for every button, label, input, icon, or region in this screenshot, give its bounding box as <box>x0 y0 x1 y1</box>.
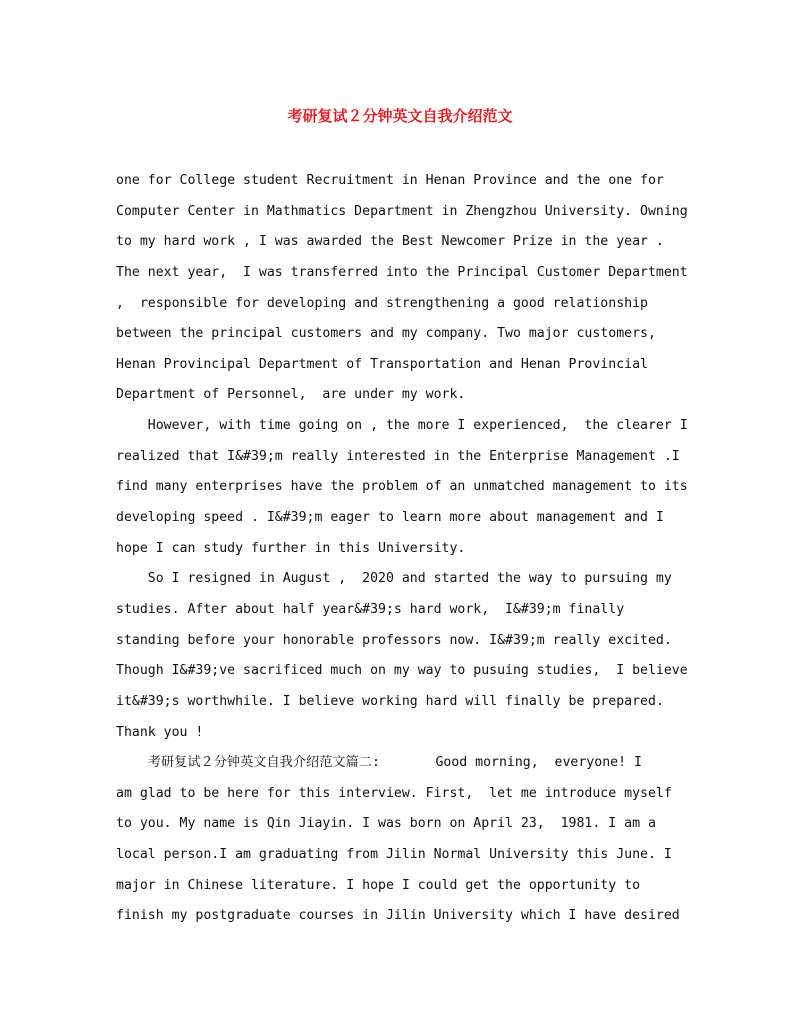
text-line: However, with time going on , the more I experienced, the clearer I <box>116 418 688 434</box>
text-line: , responsible for developing and strengthening a good relationship <box>116 295 648 311</box>
document-body <box>116 166 688 932</box>
text-line: one for College student Recruitment in Henan Province and the one for <box>116 173 664 188</box>
text-line: finish my postgraduate courses in Jilin University which I have desired <box>116 908 680 924</box>
text-line: to you. My name is Qin Jiayin. I was born on April 23, 1981. I am a <box>116 816 656 832</box>
text-line: hope I can study further in this University. <box>116 540 466 556</box>
text-line: Though I&#39;ve sacrificed much on my way to pusuing studies, I believe <box>116 663 688 679</box>
text-line: So I resigned in August , 2020 and started the way to pursuing my <box>116 571 672 587</box>
text-line: between the principal customers and my company. Two major customers, <box>116 326 656 342</box>
text-line: it&#39;s worthwhile. I believe working hard will finally be prepared. <box>116 693 664 709</box>
text-line: local person.I am graduating from Jilin Normal University this June. I <box>116 847 672 863</box>
text-line: major in Chinese literature. I hope I could get the opportunity to <box>116 877 641 893</box>
text-line: studies. After about half year&#39;s hard work, I&#39;m finally <box>116 601 625 617</box>
text-line: The next year, I was transferred into the Principal Customer Department <box>116 264 688 280</box>
text-line: standing before your honorable professors now. I&#39;m really excited. <box>116 632 672 648</box>
text-line: Thank you ! <box>116 724 204 740</box>
text-line: Computer Center in Mathmatics Department in Zhengzhou University. Owning <box>116 203 688 219</box>
text-line: am glad to be here for this interview. First, let me introduce myself <box>116 785 672 801</box>
text-line: Henan Provincipal Department of Transportation and Henan Provincial <box>116 356 648 372</box>
text-line: Department of Personnel, are under my work. <box>116 387 466 403</box>
text-line: to my hard work , I was awarded the Best Newcomer Prize in the year . <box>116 234 664 250</box>
text-line: realized that I&#39;m really interested in the Enterprise Management .I <box>116 448 680 464</box>
text-line: 考研复试２分钟英文自我介绍范文篇二: Good morning, everyone! I <box>116 755 642 771</box>
text-line: developing speed . I&#39;m eager to learn more about management and I <box>116 510 664 526</box>
page-title: 考研复试２分钟英文自我介绍范文 <box>287 107 513 125</box>
text-line: find many enterprises have the problem of an unmatched management to its <box>116 479 688 495</box>
